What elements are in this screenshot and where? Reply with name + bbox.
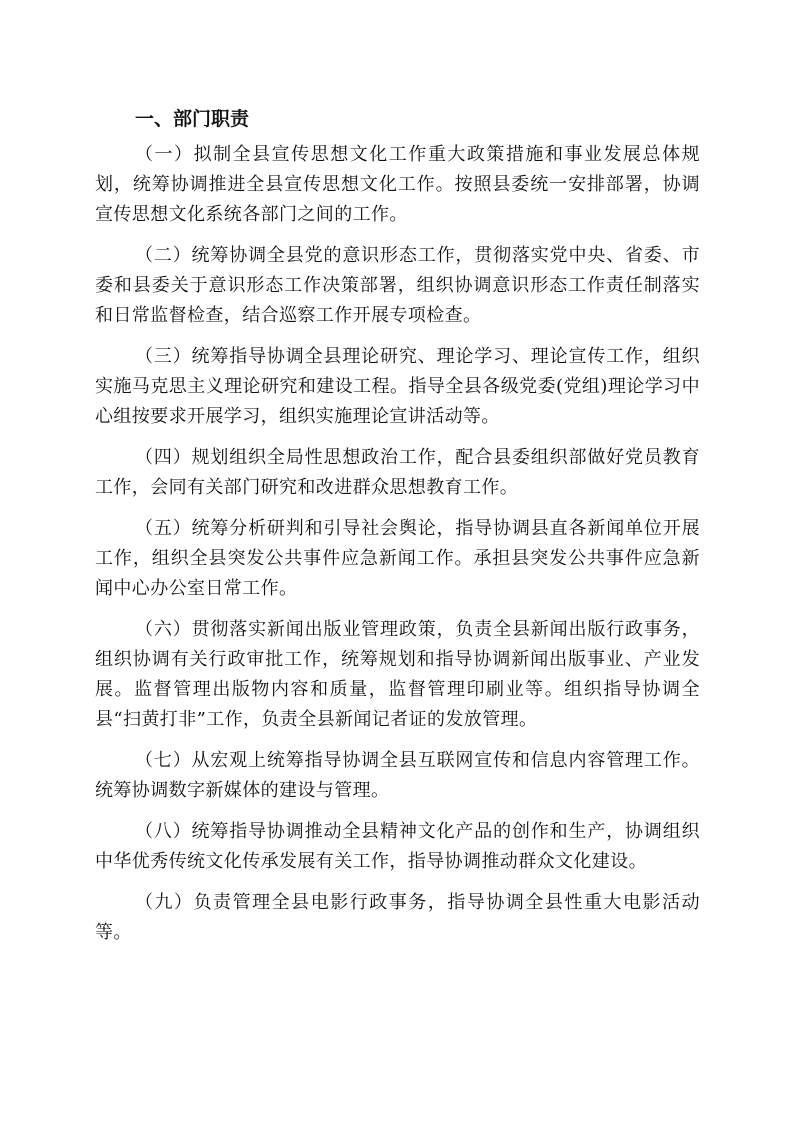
duty-paragraph-1: （一）拟制全县宣传思想文化工作重大政策措施和事业发展总体规划，统筹协调推进全县宣传思想文化工作。按照县委统一安排部署，协调宣传思想文化系统各部门之间的工作。 [95,144,700,225]
duty-paragraph-8: （八）统筹指导协调推动全县精神文化产品的创作和生产，协调组织中华优秀传统文化传承发展有关工作，指导协调推动群众文化建设。 [95,821,700,872]
duty-paragraph-5: （五）统筹分析研判和引导社会舆论，指导协调县直各新闻单位开展工作，组织全县突发公共事件应急新闻工作。承担县突发公共事件应急新闻中心办公室日常工作。 [95,518,700,599]
document-body [95,102,700,948]
duty-paragraph-9: （九）负责管理全县电影行政事务，指导协调全县性重大电影活动等。 [95,892,700,943]
duty-paragraph-6: （六）贯彻落实新闻出版业管理政策，负责全县新闻出版行政事务，组织协调有关行政审批工作，统筹规划和指导协调新闻出版事业、产业发展。监督管理出版物内容和质量，监督管理印刷业等。组织指导协调全县“扫黄打非”工作，负责全县新闻记者证的发放管理。 [95,619,700,730]
duty-paragraph-4: （四）规划组织全局性思想政治工作，配合县委组织部做好党员教育工作，会同有关部门研究和改进群众思想教育工作。 [95,447,700,498]
section-heading: 一、部门职责 [135,108,250,130]
duty-paragraph-3: （三）统筹指导协调全县理论研究、理论学习、理论宣传工作，组织实施马克思主义理论研究和建设工程。指导全县各级党委(党组)理论学习中心组按要求开展学习，组织实施理论宣讲活动等。 [95,346,700,427]
duty-paragraph-7: （七）从宏观上统筹指导协调全县互联网宣传和信息内容管理工作。统筹协调数字新媒体的建设与管理。 [95,750,700,801]
duty-paragraph-2: （二）统筹协调全县党的意识形态工作，贯彻落实党中央、省委、市委和县委关于意识形态工作决策部署，组织协调意识形态工作责任制落实和日常监督检查，结合巡察工作开展专项检查。 [95,245,700,326]
